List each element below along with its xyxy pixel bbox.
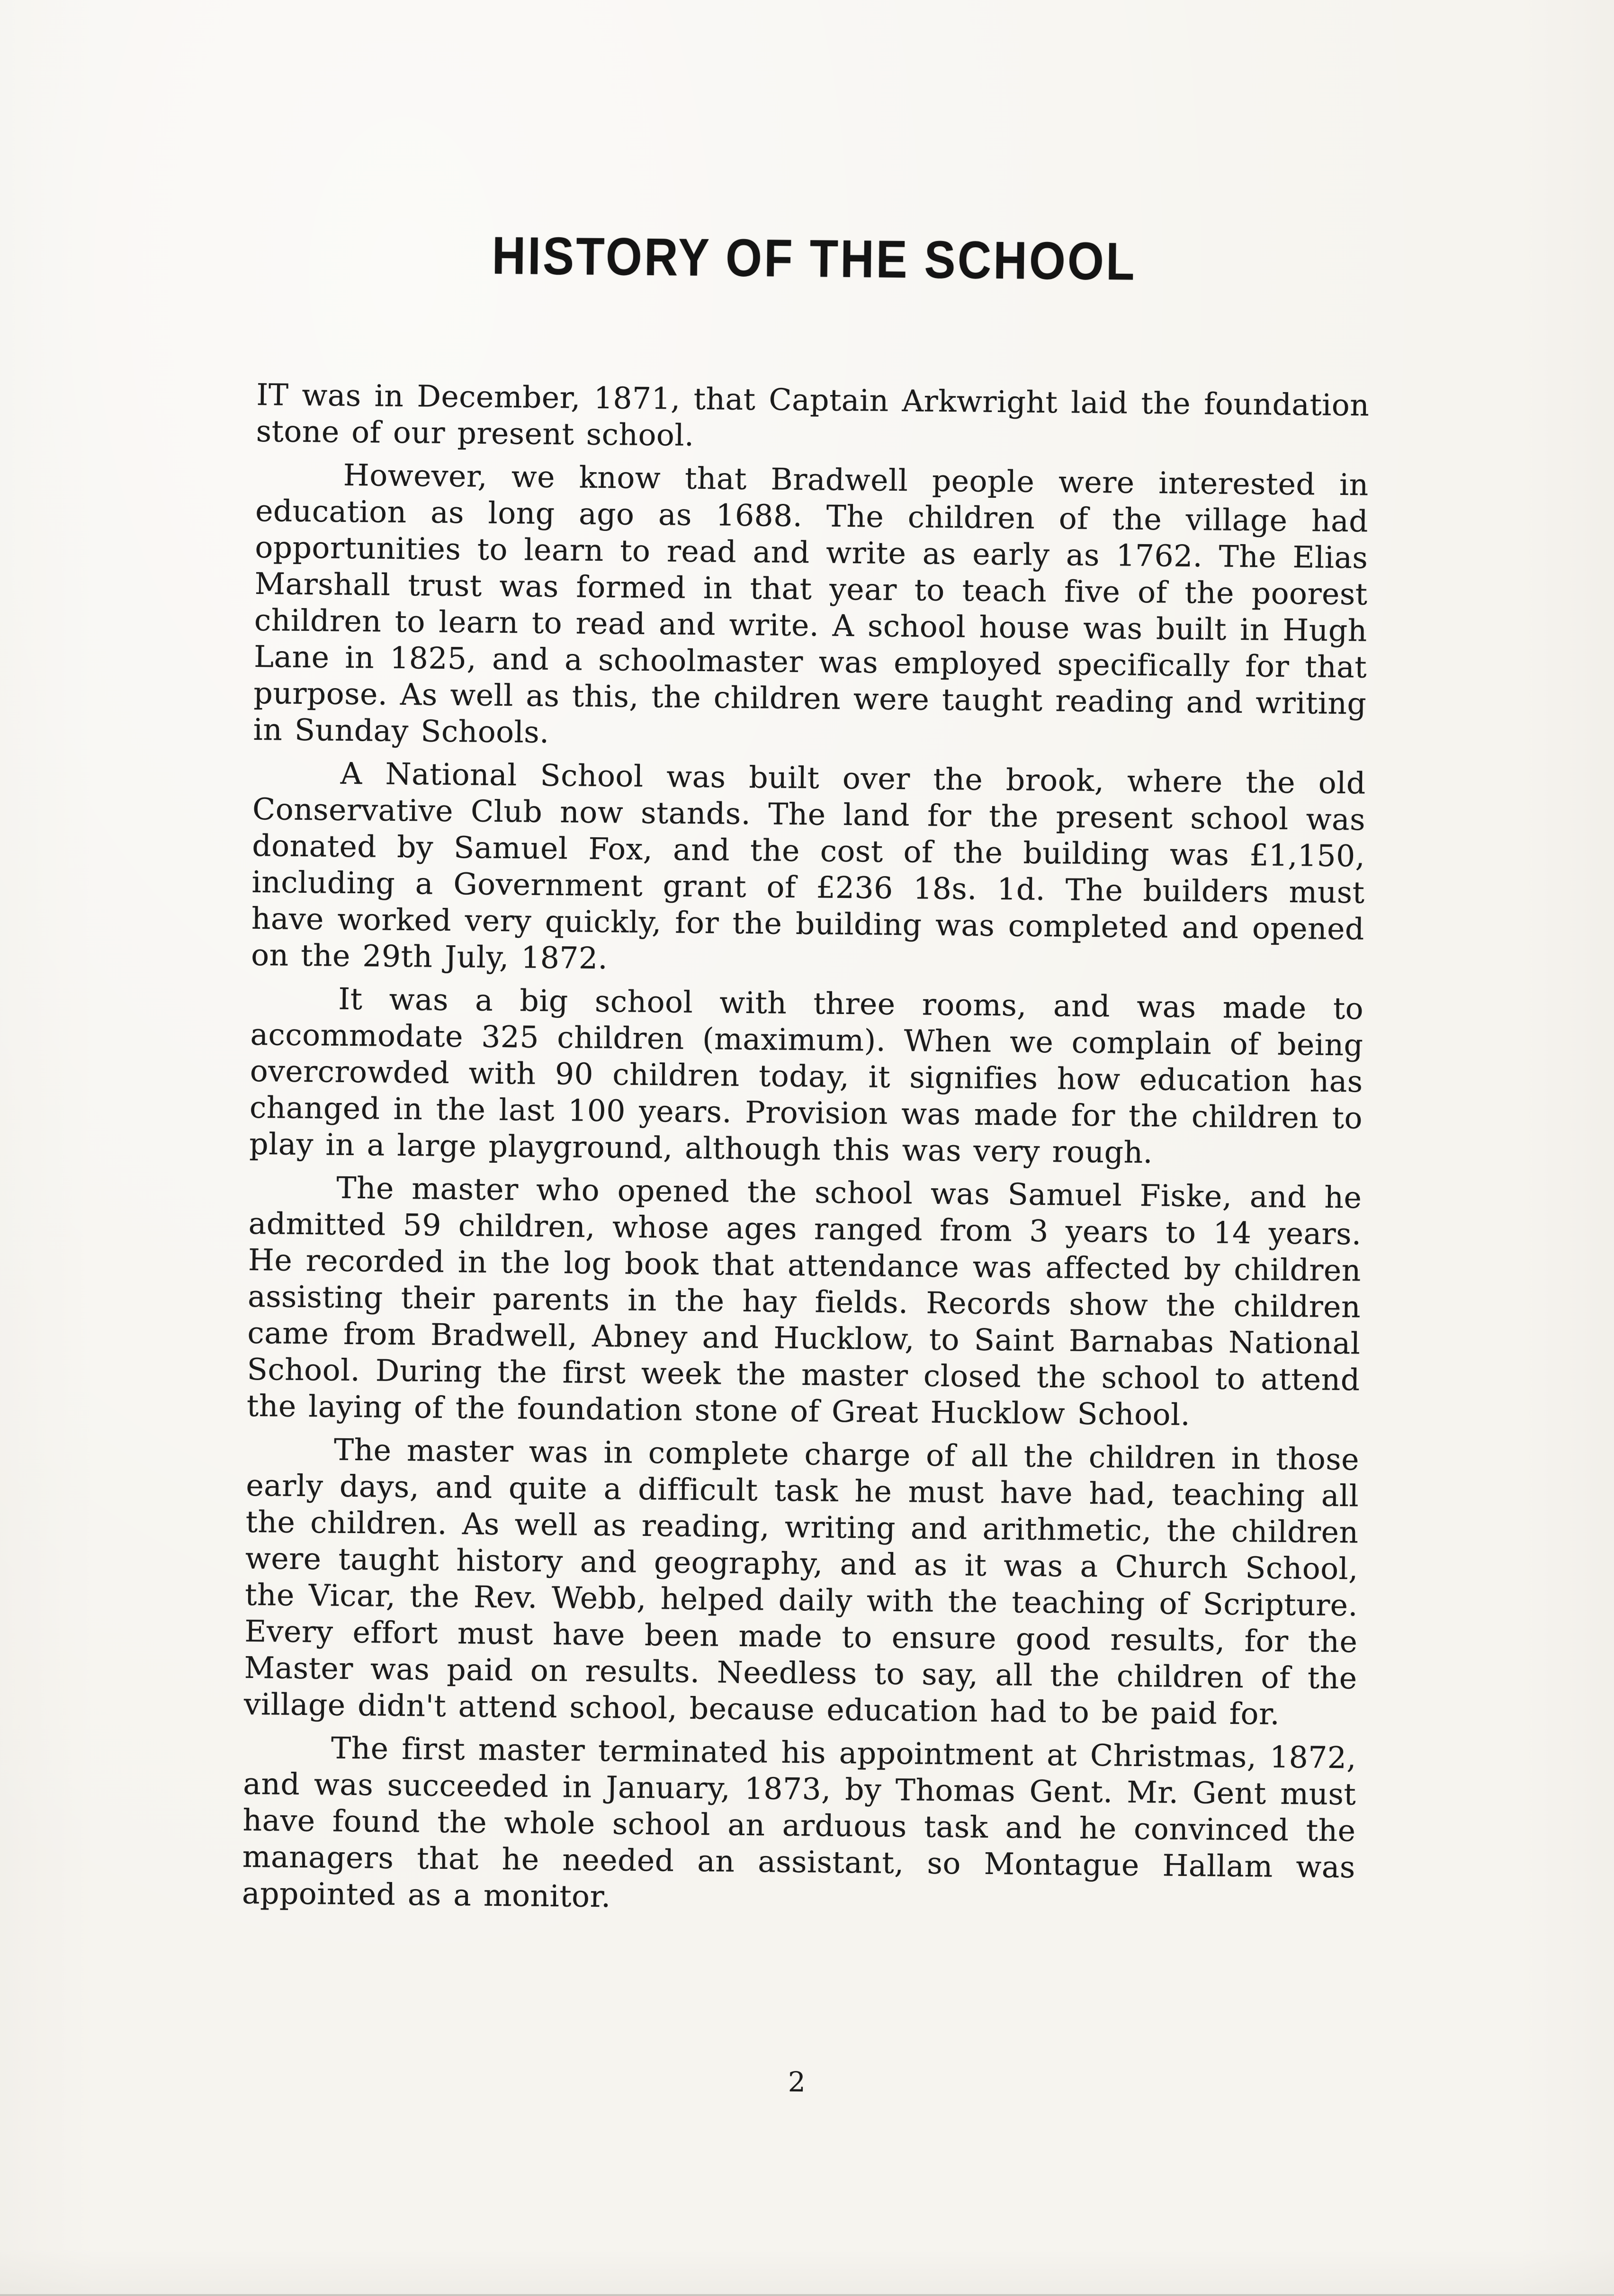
body-paragraph: A National School was built over the brook, where the old Conservative Club now stands. The land for the present school was donated by Samuel Fox, and the cost of the building was £1,150, including a Government grant of £236 18s. 1d. The builders must have worked very quickly, for the building was completed and opened on the 29th July, 1872. (251, 756, 1366, 976)
body-paragraph: The first master terminated his appointment at Christmas, 1872, and was succeeded in January, 1873, by Thomas Gent. Mr. Gent must have found the whole school an arduous task and he convinced the managers that he needed an assistant, so Montague Hallam was appointed as a monitor. (242, 1731, 1357, 1914)
body-paragraph: The master who opened the school was Samuel Fiske, and he admitted 59 children, whose ages ranged from 3 years to 14 years. He recorded in the log book that attendance was affected by children assisting their parents in the hay fields. Records show the children came from Bradwell, Abney and Hucklow, to Saint Barnabas National School. During the first week the master closed the school to attend the laying of the foundation stone of Great Hucklow School. (246, 1170, 1362, 1433)
page-content (240, 223, 1371, 2101)
page-number: 2 (788, 2065, 806, 2099)
body-paragraph: The master was in complete charge of all the children in those early days, and quite a difficult task he must have had, teaching all the children. As well as reading, writing and arithmetic, the children were taught history and geography, and as it was a Church School, the Vicar, the Rev. Webb, helped daily with the teaching of Scripture. Every effort must have been made to ensure good results, for the Master was paid on results. Needless to say, all the children of the village didn't attend school, because education had to be paid for. (243, 1432, 1360, 1731)
body-paragraph: It was a big school with three rooms, and was made to accommodate 325 children (maximum). When we complain of being overcrowded with 90 children today, it signifies how education has changed in the last 100 years. Provision was made for the children to play in a large playground, although this was very rough. (249, 981, 1364, 1170)
body-text (242, 377, 1370, 1922)
body-paragraph: IT was in December, 1871, that Captain Arkwright laid the foundation stone of our present school. (256, 377, 1370, 453)
body-paragraph: However, we know that Bradwell people were interested in education as long ago as 1688. The children of the village had opportunities to learn to read and write as early as 1762. The Elias Marshall trust was formed in that year to teach five of the poorest children to learn to read and write. A school house was built in Hugh Lane in 1825, and a schoolmaster was employed specifically for that purpose. As well as this, the children were taught reading and writing in Sunday Schools. (253, 457, 1369, 750)
page-title: HISTORY OF THE SCHOOL (492, 225, 1137, 291)
